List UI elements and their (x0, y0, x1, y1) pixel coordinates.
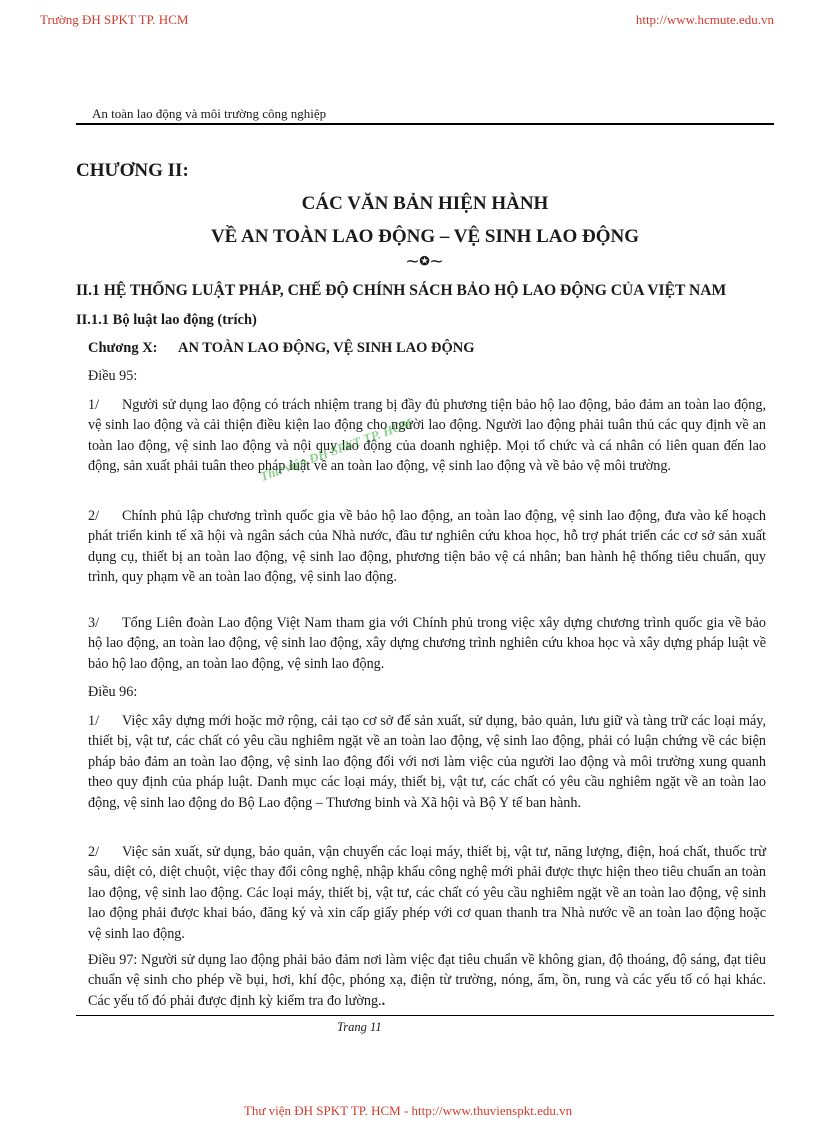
paragraph-text: Việc sản xuất, sử dụng, bảo quản, vận chuyển các loại máy, thiết bị, vật tư, năng lượng, điện, hoá chất, thuốc trừ sâu, diệt cỏ, diệt chuột, việc thay đổi công nghệ, nhập khẩu công nghệ mới phải được thực hiện theo tiêu chuẩn an toàn lao động, vệ sinh lao động. Các loại máy, thiết bị, vật tư, các chất có yêu cầu nghiêm ngặt về an toàn lao động, vệ sinh lao động phải được khai báo, đăng ký và xin cấp giấy phép với cơ quan thanh tra Nhà nước về an toàn lao động hoặc vệ sinh lao động. (88, 844, 766, 942)
page-number: Trang 11 (337, 1020, 382, 1034)
header-university: Trường ĐH SPKT TP. HCM (40, 12, 189, 27)
paragraph-number: 2/ (88, 508, 100, 524)
paragraph-number: 3/ (88, 615, 100, 631)
article-96-paragraph-1 (88, 711, 766, 813)
paragraph-text: Điều 97: Người sử dụng lao động phải bảo đảm nơi làm việc đạt tiêu chuẩn về không gian, độ thoáng, độ sáng, đạt tiêu chuẩn vệ sinh cho phép về bụi, hơi, khí độc, phóng xạ, điện từ trường, nóng, ẩm, ồn, rung và các yếu tố có hại khác. Các yếu tố đó phải được định kỳ kiểm tra đo lường. (88, 952, 766, 1009)
header-url-link[interactable]: http://www.hcmute.edu.vn (635, 12, 774, 27)
paragraph-text: Việc xây dựng mới hoặc mở rộng, cải tạo cơ sở để sản xuất, sử dụng, bảo quản, lưu giữ và tàng trữ các loại máy, thiết bị, vật tư, các chất có yêu cầu nghiêm ngặt về an toàn lao động, vệ sinh lao động, phải có luận chứng về các biện pháp bảo đảm an toàn lao động, vệ sinh lao động đối với nơi làm việc của người lao động và môi trường xung quanh theo quy định của pháp luật. Danh mục các loại máy, thiết bị, vật tư, các chất có yêu cầu nghiêm ngặt về an toàn lao động, vệ sinh lao động do Bộ Lao động – Thương binh và Xã hội và Bộ Y tế ban hành. (88, 713, 766, 811)
footer-rule (76, 1015, 774, 1016)
ornament-icon: ⁓✪⁓ (406, 254, 444, 268)
chapter-title-line2: VỀ AN TOÀN LAO ĐỘNG – VỆ SINH LAO ĐỘNG (210, 226, 640, 247)
paragraph-number: 1/ (88, 713, 100, 729)
article-95-label: Điều 95: (88, 368, 138, 384)
subsection-heading: II.1.1 Bộ luật lao động (trích) (76, 312, 257, 328)
paragraph-text: Chính phủ lập chương trình quốc gia về bảo hộ lao động, an toàn lao động, vệ sinh lao động, đưa vào kế hoạch phát triển kinh tế xã hội và ngân sách của Nhà nước, đầu tư nghiên cứu khoa học, hỗ trợ phát triển các cơ sở sản xuất dụng cụ, thiết bị an toàn lao động, vệ sinh lao động, phương tiện bảo vệ cá nhân; ban hành hệ thống tiêu chuẩn, quy trình, quy phạm về an toàn lao động, vệ sinh lao động. (88, 508, 766, 586)
header-rule (76, 123, 774, 125)
paragraph-number: 2/ (88, 844, 100, 860)
chapter-x-heading (88, 340, 475, 357)
paragraph-text: Người sử dụng lao động có trách nhiệm trang bị đầy đủ phương tiện bảo hộ lao động, bảo đảm an toàn lao động, vệ sinh lao động và cải thiện điều kiện lao động cho người lao động. Người lao động phải tuân thủ các quy định về an toàn lao động, vệ sinh lao động và nội quy lao động của doanh nghiệp. Mọi tổ chức và cá nhân có liên quan đến lao động, sản xuất phải tuân theo pháp luật về an toàn lao động, vệ sinh lao động và về bảo vệ môi trường. (88, 397, 766, 475)
library-watermark: Thư viện ĐH SPKT TP. HCM (258, 415, 415, 485)
paragraph-number: 1/ (88, 397, 100, 413)
article-95-paragraph-1 (88, 395, 766, 477)
footer-library-link[interactable]: Thư viện ĐH SPKT TP. HCM - http://www.thuvienspkt.edu.vn (243, 1103, 573, 1118)
article-96-paragraph-2 (88, 842, 766, 944)
chapter-title-line1: CÁC VĂN BẢN HIỆN HÀNH (301, 193, 549, 214)
article-97-paragraph: Điều 97: Người sử dụng lao động phải bảo đảm nơi làm việc đạt tiêu chuẩn về không gian, độ thoáng, độ sáng, đạt tiêu chuẩn vệ sinh cho phép về bụi, hơi, khí độc, phóng xạ, điện từ trường, nóng, ẩm, ồn, rung và các yếu tố có hại khác. Các yếu tố đó phải được định kỳ kiểm tra đo lường.. (88, 952, 766, 1009)
chapter-label: CHƯƠNG II: (76, 160, 189, 181)
article-95-paragraph-2 (88, 506, 766, 588)
paragraph-text: Tổng Liên đoàn Lao động Việt Nam tham gia với Chính phủ trong việc xây dựng chương trình quốc gia về bảo hộ lao động, an toàn lao động, vệ sinh lao động, xây dựng chương trình nghiên cứu khoa học và xây dựng pháp luật về bảo hộ lao động, an toàn lao động, vệ sinh lao động. (88, 615, 766, 672)
chapter-x-title: AN TOÀN LAO ĐỘNG, VỆ SINH LAO ĐỘNG (178, 340, 475, 356)
article-96-label: Điều 96: (88, 684, 138, 700)
section-heading: II.1 HỆ THỐNG LUẬT PHÁP, CHẾ ĐỘ CHÍNH SÁCH BẢO HỘ LAO ĐỘNG CỦA VIỆT NAM (76, 282, 727, 299)
article-95-paragraph-3 (88, 613, 766, 674)
chapter-x-number: Chương X: (88, 340, 158, 356)
running-head: An toàn lao động và môi trường công nghiệp (92, 106, 327, 121)
